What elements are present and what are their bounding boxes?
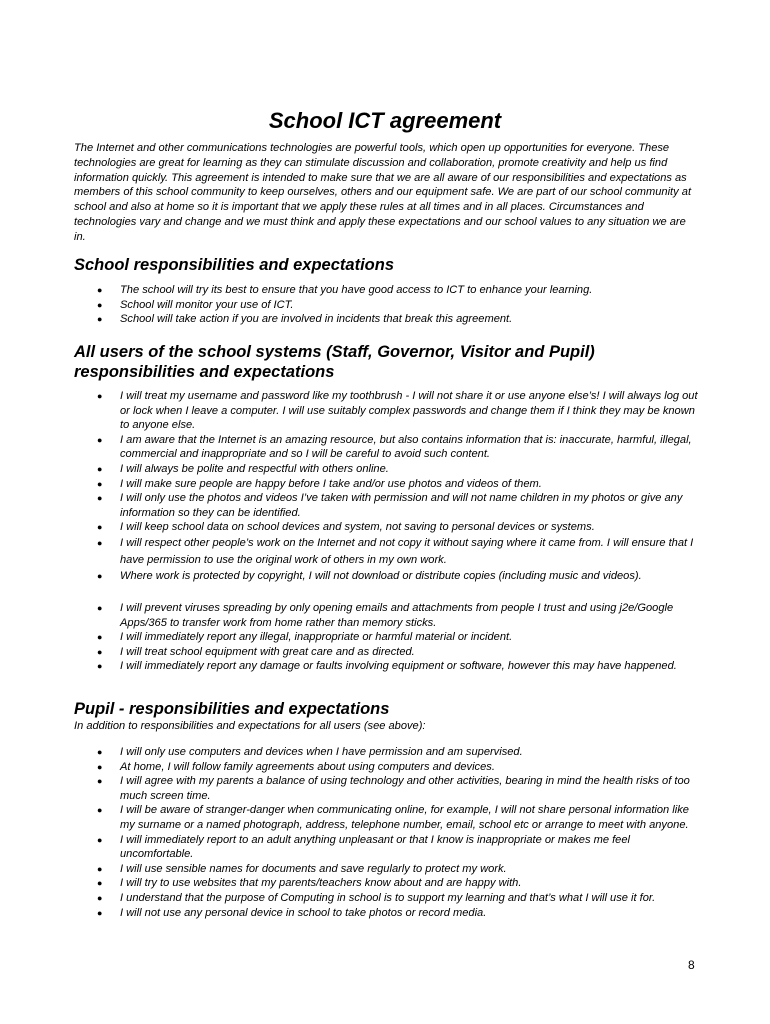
intro-paragraph: The Internet and other communications technologies are powerful tools, which open up opportunities for everyone. These technologies are great for learning as they can stimulate discussion and collaboration, promote creativity and help us find information quickly. This agreement is intended to make sure that we are all aware of our responsibilities and expectations as members of this school community to keep ourselves, others and our equipment safe. We are part of our school community at school and also at home so it is important that we apply these rules at all times and in all places. Circumstances and technologies vary and change and we must think and apply these expectations and our school values to any situation we are in.: [74, 142, 692, 243]
list-item: ● I will only use computers and devices when I have permission and am supervised.: [74, 745, 699, 760]
list-item: ● I will not use any personal device in school to take photos or record media.: [74, 906, 699, 921]
list-all-users-responsibilities-end: [74, 601, 699, 674]
list-item: ● I will try to use websites that my parents/teachers know about and are happy with.: [74, 876, 699, 891]
list-school-responsibilities: [74, 283, 699, 327]
section-heading-pupil: Pupil - responsibilities and expectations: [74, 700, 390, 718]
list-item: ● I will immediately report any illegal, inappropriate or harmful material or incident.: [74, 630, 699, 645]
list-item: ● I will respect other people’s work on the Internet and not copy it without saying where it came from. I will ensure that I have permission to use the original work of others in my own work.: [74, 535, 699, 568]
document-title: School ICT agreement: [268, 108, 502, 133]
list-item: ● I will always be polite and respectful with others online.: [74, 462, 699, 477]
list-item: ● I will make sure people are happy before I take and/or use photos and videos of them.: [74, 477, 699, 492]
page-number: 8: [688, 958, 695, 972]
list-item: ● I will agree with my parents a balance of using technology and other activities, bearing in mind the health risks of too much screen time.: [74, 774, 699, 803]
list-item: ● I will immediately report any damage or faults involving equipment or software, however this may have happened.: [74, 659, 699, 674]
list-item: ● I will treat school equipment with great care and as directed.: [74, 645, 699, 660]
list-all-users-responsibilities: [74, 389, 699, 535]
list-item: ● I am aware that the Internet is an amazing resource, but also contains information that is: inaccurate, harmful, illegal, commercial and inappropriate and so I will be careful to avoid such content.: [74, 433, 699, 462]
list-item: ● I understand that the purpose of Computing in school is to support my learning and that’s what I will use it for.: [74, 891, 699, 906]
list-item: ● Where work is protected by copyright, I will not download or distribute copies (including music and videos).: [74, 568, 699, 585]
section-heading-all-users: All users of the school systems (Staff, Governor, Visitor and Pupil) responsibilities and expectations: [74, 343, 595, 381]
list-item: ● I will immediately report to an adult anything unpleasant or that I know is inappropriate or makes me feel uncomfortable.: [74, 833, 699, 862]
list-item: ● I will prevent viruses spreading by only opening emails and attachments from people I trust and using j2e/Google Apps/365 to transfer work from home rather than memory sticks.: [74, 601, 699, 630]
list-all-users-responsibilities-cont: [74, 535, 699, 585]
list-item: ● The school will try its best to ensure that you have good access to ICT to enhance your learning.: [74, 283, 699, 298]
list-pupil-responsibilities: [74, 745, 699, 920]
section-heading-school: School responsibilities and expectations: [74, 256, 394, 274]
list-item: ● School will monitor your use of ICT.: [74, 298, 699, 313]
list-item: ● School will take action if you are involved in incidents that break this agreement.: [74, 312, 699, 327]
list-item: ● I will treat my username and password like my toothbrush - I will not share it or use anyone else’s! I will always log out or lock when I leave a computer. I will use suitably complex passwords and change them if I think they may be known to anyone else.: [74, 389, 699, 433]
list-item: ● I will keep school data on school devices and system, not saving to personal devices or systems.: [74, 520, 699, 535]
list-item: ● I will only use the photos and videos I’ve taken with permission and will not name children in my photos or give any information so they can be identified.: [74, 491, 699, 520]
list-item: ● I will be aware of stranger-danger when communicating online, for example, I will not share personal information like my surname or a named photograph, address, telephone number, email, school etc or arrange to meet with anyone.: [74, 803, 699, 832]
section-subtext-pupil: In addition to responsibilities and expectations for all users (see above):: [74, 720, 426, 732]
list-item: ● At home, I will follow family agreements about using computers and devices.: [74, 760, 699, 775]
list-item: ● I will use sensible names for documents and save regularly to protect my work.: [74, 862, 699, 877]
